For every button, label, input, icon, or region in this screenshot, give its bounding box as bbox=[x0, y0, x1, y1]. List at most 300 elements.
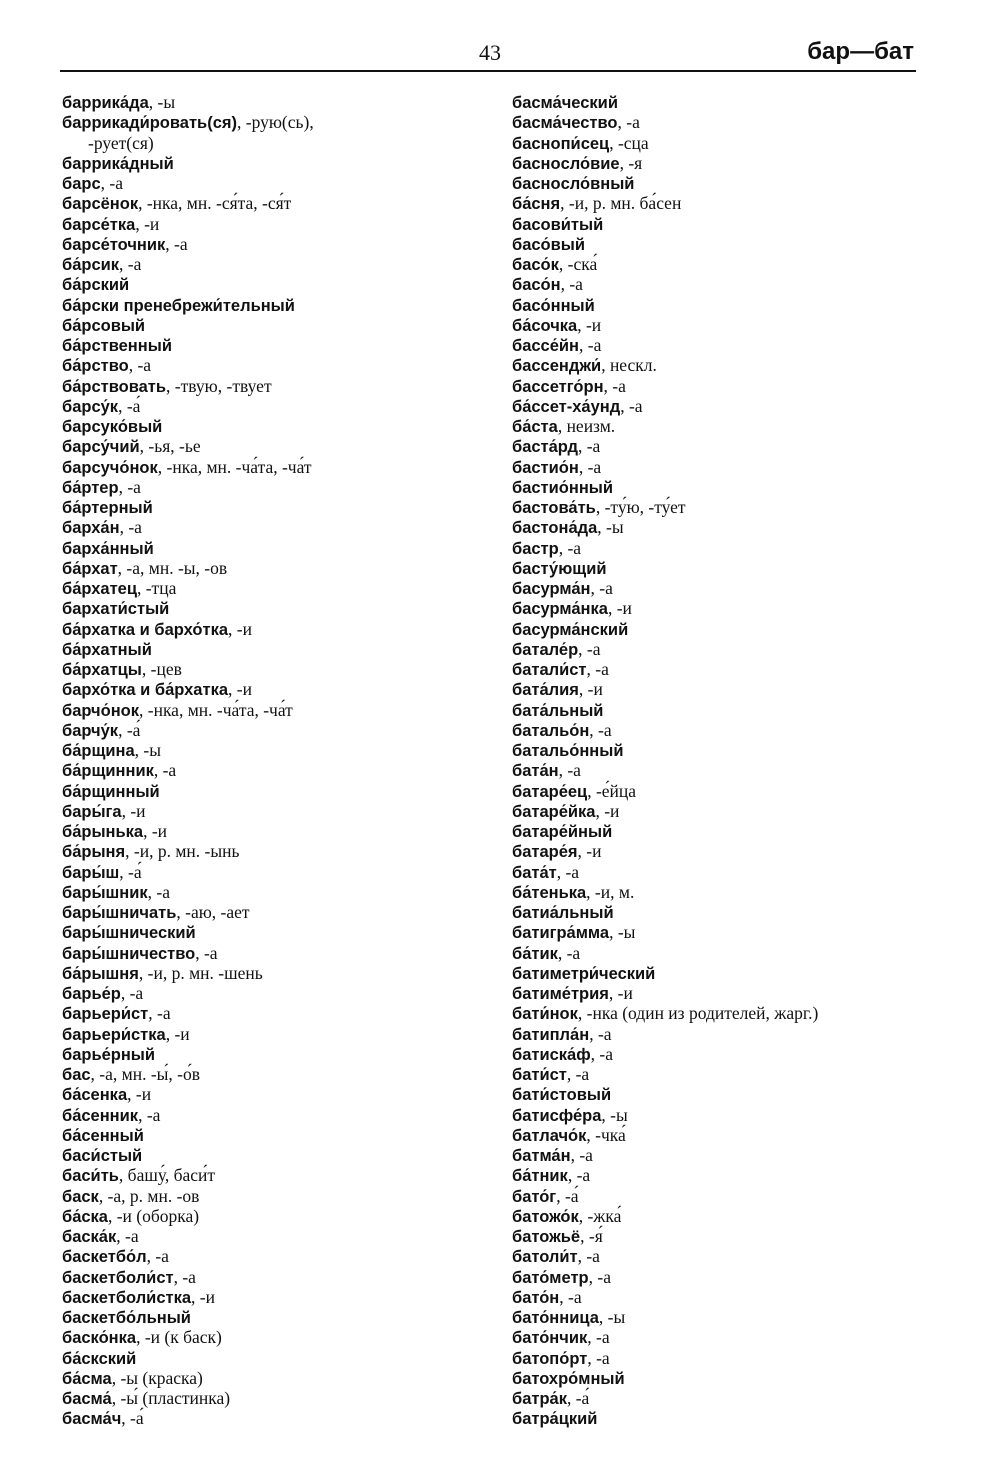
headword: ба́рствовать bbox=[62, 377, 167, 396]
dictionary-entry bbox=[62, 902, 314, 922]
grammar-info: , -а bbox=[116, 1226, 139, 1246]
dictionary-entry bbox=[62, 1044, 314, 1064]
grammar-info: , -я́ bbox=[580, 1226, 603, 1246]
headword: бас bbox=[62, 1066, 91, 1084]
grammar-info: , -а bbox=[560, 274, 583, 295]
headword: ба́рственный bbox=[62, 337, 172, 355]
headword: ба́ссет-ха́унд bbox=[512, 397, 621, 416]
grammar-info: , -а bbox=[138, 1104, 161, 1125]
grammar-info: , -а bbox=[147, 881, 171, 902]
headword: ба́рынька bbox=[62, 823, 144, 841]
dictionary-entry bbox=[512, 1388, 818, 1408]
grammar-info: , -а bbox=[588, 1266, 611, 1287]
headword: бати́стовый bbox=[512, 1086, 612, 1105]
headword: ба́рхатка и бархо́тка bbox=[62, 620, 228, 639]
dictionary-entry bbox=[62, 1084, 314, 1104]
headword: баска́к bbox=[62, 1228, 117, 1246]
dictionary-entry bbox=[62, 254, 314, 274]
grammar-info: , -а bbox=[558, 537, 582, 558]
dictionary-entry bbox=[512, 538, 818, 558]
grammar-info: , -и bbox=[228, 679, 252, 700]
grammar-info: , -а bbox=[195, 942, 218, 963]
dictionary-entry bbox=[62, 679, 314, 699]
grammar-info: , -твую, -твует bbox=[166, 375, 272, 396]
grammar-info: , -а bbox=[589, 719, 612, 740]
headword: барха́нный bbox=[62, 539, 154, 558]
grammar-info: , -ска́ bbox=[558, 254, 598, 274]
grammar-info: , -и bbox=[191, 1286, 215, 1307]
headword: баснoсло́вие bbox=[512, 154, 620, 173]
grammar-info: , -и, м. bbox=[586, 881, 635, 902]
grammar-info: , -а bbox=[567, 1165, 591, 1186]
headword: бары́шничать bbox=[62, 904, 177, 922]
headword: ба́рсик bbox=[62, 256, 120, 274]
dictionary-entry bbox=[512, 92, 818, 112]
grammar-info: , -а bbox=[118, 476, 141, 497]
headword: басо́к bbox=[512, 256, 559, 274]
headword: бата́т bbox=[512, 863, 557, 882]
dictionary-entry bbox=[512, 1084, 818, 1104]
grammar-info: , -а, мн. -ы, -ов bbox=[117, 557, 228, 578]
grammar-info: , -а bbox=[617, 112, 640, 133]
grammar-info: , -и bbox=[595, 800, 620, 821]
headword: батаре́йка bbox=[512, 802, 596, 821]
dictionary-entry bbox=[62, 355, 314, 375]
dictionary-entry bbox=[62, 578, 314, 598]
dictionary-entry bbox=[62, 497, 314, 517]
dictionary-entry bbox=[512, 436, 818, 456]
grammar-info: , -и (оборка) bbox=[107, 1205, 200, 1226]
dictionary-entry bbox=[512, 983, 818, 1003]
headword: басма́ческий bbox=[512, 94, 618, 112]
headword: ба́рсовый bbox=[62, 316, 146, 335]
dictionary-entry bbox=[512, 1024, 818, 1044]
headword: бата́лия bbox=[512, 681, 579, 700]
headword: баррикади́ровать(ся) bbox=[62, 114, 237, 133]
dictionary-entry bbox=[62, 315, 314, 335]
headword: батиметри́ческий bbox=[512, 964, 656, 983]
grammar-info: , -и bbox=[608, 983, 633, 1003]
dictionary-entry bbox=[62, 517, 314, 537]
dictionary-entry bbox=[62, 335, 314, 355]
grammar-info: , -а bbox=[570, 1145, 593, 1165]
grammar-info: , -и bbox=[577, 841, 602, 862]
dictionary-entry bbox=[62, 558, 314, 578]
dictionary-entry bbox=[512, 1186, 818, 1206]
dictionary-entry bbox=[62, 92, 314, 112]
headword: басо́н bbox=[512, 276, 561, 295]
dictionary-entry bbox=[512, 133, 818, 153]
headword: барье́р bbox=[62, 985, 121, 1003]
dictionary-entry bbox=[512, 1246, 818, 1266]
dictionary-entry bbox=[62, 1246, 314, 1266]
grammar-info: , -цев bbox=[141, 659, 182, 679]
dictionary-entry bbox=[512, 1206, 818, 1226]
headword: бастр bbox=[512, 539, 559, 558]
headword: бары́шник bbox=[62, 883, 148, 902]
dictionary-entry bbox=[62, 1105, 314, 1125]
headword: батаре́я bbox=[512, 843, 578, 862]
headword: барье́рный bbox=[62, 1045, 156, 1064]
headword: ба́ска bbox=[62, 1207, 108, 1226]
dictionary-entry bbox=[62, 1186, 314, 1206]
grammar-info: , -а́ bbox=[119, 861, 142, 882]
headword: бархо́тка и ба́рхатка bbox=[62, 681, 228, 700]
dictionary-entry bbox=[512, 659, 818, 679]
headword: батаре́ец bbox=[512, 782, 588, 801]
headword: баррика́да bbox=[62, 94, 149, 112]
dictionary-entry bbox=[512, 274, 818, 294]
grammar-info: , -ы́ (пластинка) bbox=[111, 1388, 231, 1408]
dictionary-entry bbox=[512, 1145, 818, 1165]
headword: ба́рхат bbox=[62, 559, 118, 578]
grammar-info: , -а bbox=[587, 1327, 610, 1348]
grammar-info: , -а bbox=[620, 395, 643, 416]
grammar-info: , -а bbox=[589, 1023, 612, 1044]
grammar-info: , -а bbox=[577, 436, 601, 457]
grammar-info: , -а bbox=[590, 578, 613, 598]
dictionary-entry bbox=[512, 902, 818, 922]
dictionary-entry bbox=[62, 841, 314, 861]
dictionary-entry bbox=[512, 517, 818, 537]
grammar-info: -рует(ся) bbox=[88, 132, 154, 153]
grammar-info: , -а bbox=[558, 760, 581, 781]
grammar-info: , -ы bbox=[601, 1104, 628, 1125]
grammar-info: , -а bbox=[119, 517, 142, 538]
headword: батма́н bbox=[512, 1147, 571, 1165]
headword: бары́га bbox=[62, 802, 122, 821]
dictionary-entry bbox=[512, 416, 818, 436]
headword: батоли́т bbox=[512, 1248, 578, 1267]
headword: ба́ртер bbox=[62, 478, 119, 497]
right-column bbox=[512, 92, 818, 1429]
headword: басови́тый bbox=[512, 215, 604, 234]
headword: барха́н bbox=[62, 519, 120, 538]
left-column bbox=[62, 92, 314, 1429]
grammar-info: , -а bbox=[173, 1266, 196, 1287]
dictionary-entry bbox=[62, 538, 314, 558]
dictionary-entry bbox=[512, 1165, 818, 1185]
dictionary-entry bbox=[62, 153, 314, 173]
headword: ба́рхатный bbox=[62, 640, 152, 659]
grammar-info: , -тца bbox=[136, 578, 177, 598]
grammar-info: , -а bbox=[590, 1043, 614, 1064]
headword: баскетбо́л bbox=[62, 1248, 147, 1267]
headword: барсучо́нок bbox=[62, 458, 158, 477]
headword: батальо́н bbox=[512, 721, 590, 740]
headword: ба́рство bbox=[62, 357, 129, 376]
dictionary-entry bbox=[512, 760, 818, 780]
headword: басма́ч bbox=[62, 1410, 122, 1429]
dictionary-entry bbox=[62, 1145, 314, 1165]
headword: барсе́точник bbox=[62, 235, 166, 254]
grammar-info: , -нка, мн. -ча́та, -ча́т bbox=[139, 699, 293, 720]
dictionary-entry bbox=[512, 396, 818, 416]
dictionary-entry bbox=[512, 740, 818, 760]
grammar-info: , -рую(сь), bbox=[237, 112, 314, 133]
grammar-info: , -ы bbox=[598, 1307, 626, 1327]
grammar-info: , -и bbox=[228, 618, 252, 639]
headword: ба́сня bbox=[512, 195, 561, 214]
headword: басма́ bbox=[62, 1390, 112, 1408]
headword: батиме́трия bbox=[512, 985, 609, 1003]
headword: батопо́рт bbox=[512, 1349, 588, 1368]
headword: ба́рски пренебрежи́тельный bbox=[62, 296, 295, 315]
headword: бата́н bbox=[512, 762, 559, 781]
headword: барсу́чий bbox=[62, 438, 140, 457]
grammar-info: , -а bbox=[165, 233, 188, 254]
dictionary-entry bbox=[512, 1226, 818, 1246]
dictionary-entry bbox=[512, 153, 818, 173]
dictionary-entry bbox=[62, 1003, 314, 1023]
headword: батисфе́ра bbox=[512, 1106, 602, 1125]
grammar-info: , -и bbox=[121, 800, 146, 821]
headword: бата́льный bbox=[512, 701, 604, 720]
dictionary-entry bbox=[512, 578, 818, 598]
headword: батра́к bbox=[512, 1390, 567, 1408]
grammar-info: , -а bbox=[578, 638, 601, 659]
dictionary-entry bbox=[512, 1003, 818, 1023]
dictionary-entry bbox=[62, 1388, 314, 1408]
headword: басту́ющий bbox=[512, 559, 607, 578]
headword: бастио́нный bbox=[512, 478, 614, 497]
headword: бастова́ть bbox=[512, 499, 596, 517]
dictionary-entry bbox=[512, 1105, 818, 1125]
dictionary-entry bbox=[62, 1125, 314, 1145]
headword: батожьё bbox=[512, 1228, 581, 1246]
headword: баскетболи́стка bbox=[62, 1288, 192, 1307]
dictionary-entry bbox=[62, 112, 314, 132]
dictionary-entry bbox=[512, 679, 818, 699]
dictionary-entry bbox=[512, 1307, 818, 1327]
dictionary-entry bbox=[62, 1206, 314, 1226]
grammar-info: , -а́ bbox=[121, 1408, 144, 1429]
dictionary-entry bbox=[62, 760, 314, 780]
headword: ба́рщинник bbox=[62, 762, 154, 781]
grammar-info: , -а bbox=[100, 173, 123, 193]
grammar-info: , -а bbox=[119, 254, 142, 274]
dictionary-entry bbox=[512, 1348, 818, 1368]
dictionary-entry bbox=[512, 234, 818, 254]
headword: бати́нок bbox=[512, 1005, 578, 1024]
headword: барчу́к bbox=[62, 721, 119, 740]
headword: ба́сенный bbox=[62, 1126, 144, 1145]
headword: басурма́н bbox=[512, 580, 591, 598]
headword: баста́рд bbox=[512, 438, 578, 457]
headword: бато́г bbox=[512, 1187, 557, 1206]
headword: бассе́йн bbox=[512, 337, 580, 355]
grammar-info: , -а bbox=[557, 942, 581, 963]
grammar-info: , -а bbox=[587, 1347, 610, 1368]
dictionary-entry bbox=[512, 355, 818, 375]
grammar-info: , -и, р. мн. ба́сен bbox=[560, 193, 682, 214]
headword: ба́сочка bbox=[512, 316, 578, 335]
headword: батипла́н bbox=[512, 1025, 590, 1044]
headword: басурма́нский bbox=[512, 620, 629, 639]
grammar-info: , -нка, мн. -ся́та, -ся́т bbox=[138, 193, 292, 214]
headword: батальо́нный bbox=[512, 742, 624, 760]
headword: барьери́стка bbox=[62, 1025, 166, 1044]
grammar-info: , -а bbox=[559, 1286, 582, 1307]
dictionary-entry bbox=[62, 922, 314, 942]
headword: басо́вый bbox=[512, 235, 586, 254]
grammar-info: , -и, р. мн. -шень bbox=[138, 962, 263, 983]
grammar-info: , нескл. bbox=[601, 355, 657, 376]
dictionary-entry bbox=[62, 477, 314, 497]
dictionary-entry bbox=[512, 1267, 818, 1287]
dictionary-entry bbox=[62, 963, 314, 983]
headword: батале́р bbox=[512, 640, 579, 659]
dictionary-entry bbox=[62, 659, 314, 679]
dictionary-entry bbox=[62, 436, 314, 456]
headword: барс bbox=[62, 175, 101, 193]
dictionary-entry bbox=[512, 1064, 818, 1084]
dictionary-entry bbox=[62, 781, 314, 801]
dictionary-entry bbox=[62, 983, 314, 1003]
grammar-info: , -а bbox=[579, 335, 602, 355]
headword: баси́ть bbox=[62, 1167, 119, 1186]
dictionary-entry bbox=[62, 882, 314, 902]
dictionary-entry bbox=[62, 376, 314, 396]
grammar-info: , -а́ bbox=[118, 395, 141, 416]
dictionary-entry bbox=[62, 598, 314, 618]
grammar-info: , -я bbox=[619, 152, 643, 173]
headword: басма́чество bbox=[512, 114, 618, 133]
headword: баснопи́сец bbox=[512, 134, 610, 153]
dictionary-entry bbox=[512, 598, 818, 618]
grammar-info: , -ы (краска) bbox=[111, 1367, 203, 1388]
dictionary-entry bbox=[512, 193, 818, 213]
dictionary-entry bbox=[512, 963, 818, 983]
headword: бато́нчик bbox=[512, 1329, 588, 1348]
grammar-info: , -жка́ bbox=[578, 1205, 622, 1226]
dictionary-entry bbox=[512, 639, 818, 659]
dictionary-entry bbox=[62, 173, 314, 193]
headword: ба́сенка bbox=[62, 1086, 128, 1105]
dictionary-entry bbox=[512, 781, 818, 801]
headword: ба́рхатец bbox=[62, 580, 137, 598]
headword: бати́ст bbox=[512, 1066, 567, 1084]
grammar-info: , -ы bbox=[597, 517, 624, 538]
headword: ба́рщина bbox=[62, 742, 135, 760]
dictionary-entry bbox=[62, 396, 314, 416]
dictionary-entry bbox=[512, 619, 818, 639]
grammar-info: , неизм. bbox=[557, 416, 616, 436]
header-rule bbox=[60, 70, 916, 72]
dictionary-entry bbox=[512, 821, 818, 841]
dictionary-entry bbox=[62, 740, 314, 760]
dictionary-entry bbox=[62, 274, 314, 294]
dictionary-entry bbox=[62, 1348, 314, 1368]
dictionary-entry bbox=[62, 193, 314, 213]
dictionary-entry bbox=[512, 1368, 818, 1388]
headword: баскетбо́льный bbox=[62, 1309, 191, 1327]
grammar-info: , -а bbox=[586, 659, 609, 679]
dictionary-entry bbox=[512, 1044, 818, 1064]
headword: ба́рщинный bbox=[62, 782, 160, 801]
dictionary-entry bbox=[512, 720, 818, 740]
grammar-info: , -а bbox=[128, 355, 152, 376]
grammar-info: , -а́ bbox=[118, 719, 141, 740]
dictionary-entry bbox=[512, 376, 818, 396]
running-head: бар—бат bbox=[807, 38, 914, 65]
dictionary-entry bbox=[512, 862, 818, 882]
headword: барсёнок bbox=[62, 195, 139, 214]
headword: ба́рхатцы bbox=[62, 661, 142, 679]
dictionary-entry bbox=[62, 295, 314, 315]
headword: басурма́нка bbox=[512, 600, 608, 619]
dictionary-entry bbox=[62, 943, 314, 963]
dictionary-entry bbox=[62, 720, 314, 740]
headword: ба́тик bbox=[512, 944, 558, 963]
grammar-info: , -и (к баск) bbox=[136, 1327, 222, 1348]
dictionary-entry bbox=[512, 173, 818, 193]
grammar-info: , -сца bbox=[609, 132, 649, 153]
dictionary-entry bbox=[62, 1287, 314, 1307]
dictionary-entry bbox=[512, 315, 818, 335]
grammar-info: , -а bbox=[153, 760, 177, 781]
grammar-info: , -а bbox=[577, 1246, 600, 1267]
headword: батаре́йный bbox=[512, 823, 613, 841]
headword: бары́шнический bbox=[62, 924, 196, 943]
dictionary-entry bbox=[62, 457, 314, 477]
dictionary-entry bbox=[62, 862, 314, 882]
headword: батиа́льный bbox=[512, 904, 614, 922]
dictionary-entry bbox=[512, 254, 818, 274]
headword: батохро́мный bbox=[512, 1369, 625, 1388]
dictionary-entry bbox=[62, 1024, 314, 1044]
grammar-info: , башу́, баси́т bbox=[118, 1165, 216, 1186]
headword: ба́скский bbox=[62, 1349, 137, 1368]
headword: ба́сенник bbox=[62, 1106, 139, 1125]
headword: батали́ст bbox=[512, 661, 587, 679]
dictionary-entry bbox=[62, 1408, 314, 1428]
dictionary-entry bbox=[512, 1287, 818, 1307]
headword: барчо́нок bbox=[62, 701, 139, 720]
dictionary-entry bbox=[512, 558, 818, 578]
grammar-info: , -и bbox=[578, 679, 603, 700]
dictionary-entry bbox=[62, 1064, 314, 1084]
dictionary-entry bbox=[62, 1307, 314, 1327]
headword: бассетго́рн bbox=[512, 377, 604, 396]
dictionary-entry bbox=[512, 841, 818, 861]
dictionary-entry bbox=[512, 477, 818, 497]
dictionary-entry bbox=[62, 801, 314, 821]
headword: ба́тенька bbox=[512, 883, 587, 902]
dictionary-entry bbox=[62, 214, 314, 234]
grammar-info: , -ы bbox=[148, 92, 176, 112]
headword: барсе́тка bbox=[62, 215, 136, 234]
grammar-info: , -а bbox=[603, 375, 626, 396]
headword: баррика́дный bbox=[62, 154, 174, 173]
headword: барсуко́вый bbox=[62, 418, 163, 436]
headword: батлачо́к bbox=[512, 1126, 587, 1145]
headword: батра́цкий bbox=[512, 1410, 598, 1429]
headword: бары́шничество bbox=[62, 944, 196, 963]
headword: бато́н bbox=[512, 1288, 560, 1307]
dictionary-entry bbox=[512, 801, 818, 821]
dictionary-entry bbox=[512, 497, 818, 517]
headword: бастио́н bbox=[512, 458, 579, 477]
headword: баси́стый bbox=[62, 1147, 143, 1165]
grammar-info: , -ы bbox=[134, 740, 161, 760]
headword: ба́сма bbox=[62, 1369, 112, 1388]
grammar-info: , -и bbox=[577, 314, 602, 335]
dictionary-entry bbox=[512, 295, 818, 315]
grammar-info: , -а, р. мн. -ов bbox=[98, 1185, 200, 1206]
headword: бато́нница bbox=[512, 1309, 599, 1327]
grammar-info: , -а bbox=[566, 1064, 590, 1084]
